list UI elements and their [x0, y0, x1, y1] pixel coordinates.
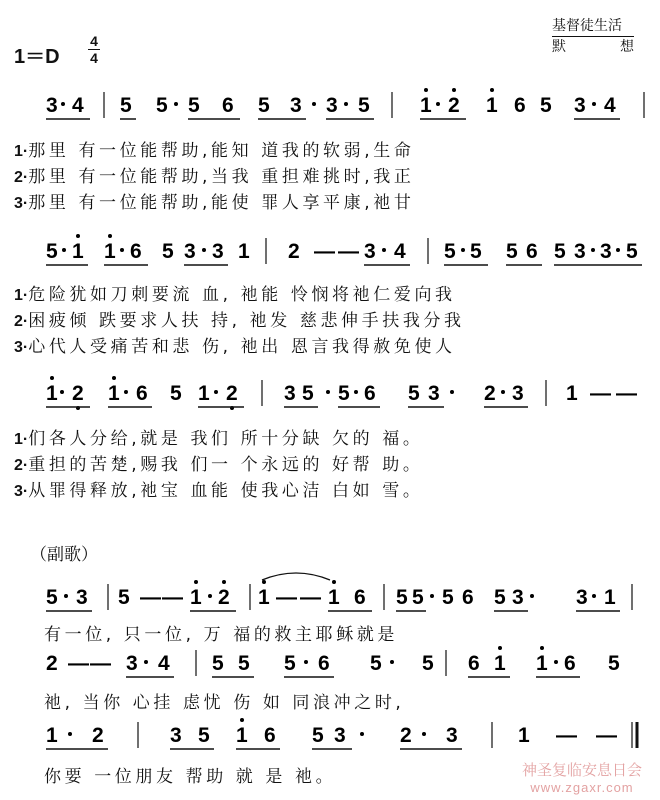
svg-text:1: 1 [328, 586, 340, 609]
svg-text:1: 1 [190, 586, 202, 609]
note: 3 [46, 94, 58, 117]
source-label: 基督徒生活 [552, 16, 634, 37]
svg-text:2: 2 [92, 724, 104, 747]
svg-text:1: 1 [536, 652, 548, 675]
svg-text:5: 5 [46, 240, 58, 263]
svg-text:6: 6 [130, 240, 142, 263]
svg-text:2: 2 [400, 724, 412, 747]
svg-text:5: 5 [238, 652, 250, 675]
svg-text:5: 5 [626, 240, 638, 263]
svg-text:1: 1 [566, 382, 578, 405]
svg-text:1: 1 [236, 724, 248, 747]
svg-text:1: 1 [494, 652, 506, 675]
svg-text:3: 3 [364, 240, 376, 263]
svg-text:5: 5 [408, 382, 420, 405]
lyric-line: 心代人受痛苦和悲 伤, 祂出 恩言我得赦免使人 [28, 337, 456, 357]
svg-text:1: 1 [258, 586, 270, 609]
svg-text:6: 6 [564, 652, 576, 675]
svg-text:5: 5 [162, 240, 174, 263]
svg-text:3: 3 [334, 724, 346, 747]
svg-text:5: 5 [412, 586, 424, 609]
chorus-notation-row-3 [46, 718, 637, 749]
svg-text:1: 1 [46, 724, 58, 747]
svg-text:6: 6 [318, 652, 330, 675]
svg-text:5: 5 [170, 382, 182, 405]
svg-text:2: 2 [288, 240, 300, 263]
svg-text:3: 3 [184, 240, 196, 263]
svg-text:—: — [596, 724, 617, 747]
verse-number: 3· [14, 195, 29, 212]
svg-text:—: — [556, 724, 577, 747]
svg-text:5: 5 [198, 724, 210, 747]
notation-row-1 [46, 88, 644, 119]
svg-text:3: 3 [284, 382, 296, 405]
svg-text:5: 5 [442, 586, 454, 609]
svg-text:1: 1 [198, 382, 210, 405]
svg-text:1: 1 [72, 240, 84, 263]
time-signature-bottom: 4 [90, 50, 98, 66]
svg-text:6: 6 [136, 382, 148, 405]
svg-text:3: 3 [212, 240, 224, 263]
svg-text:2: 2 [46, 652, 58, 675]
svg-text:3: 3 [126, 652, 138, 675]
lyric-line: 那里 有一位能帮助,能知 道我的软弱,生命 [28, 141, 415, 161]
verse-number: 3· [14, 483, 29, 500]
svg-text:3: 3 [574, 240, 586, 263]
svg-text:5: 5 [46, 586, 58, 609]
svg-text:5: 5 [396, 586, 408, 609]
svg-text:6: 6 [468, 652, 480, 675]
svg-text:3: 3 [428, 382, 440, 405]
svg-text:5: 5 [302, 382, 314, 405]
chorus-label: （副歌） [30, 545, 98, 565]
svg-text:6: 6 [364, 382, 376, 405]
svg-text:1: 1 [104, 240, 116, 263]
svg-text:—: — [140, 586, 161, 609]
notation-row-2 [46, 234, 642, 265]
svg-text:—: — [338, 240, 359, 263]
svg-text:2: 2 [484, 382, 496, 405]
svg-text:3: 3 [290, 94, 302, 117]
verse-number: 1· [14, 287, 29, 304]
svg-text:5: 5 [444, 240, 456, 263]
svg-text:3: 3 [170, 724, 182, 747]
verse-block-3 [14, 424, 423, 502]
svg-text:—: — [314, 240, 335, 263]
verse-block-1 [14, 136, 414, 214]
svg-text:5: 5 [338, 382, 350, 405]
svg-text:3: 3 [446, 724, 458, 747]
lyric-line: 困疲倾 跌要求人扶 持, 祂发 慈悲伸手扶我分我 [28, 311, 465, 331]
attribution-label: 默 想 [552, 39, 634, 55]
svg-text:2: 2 [226, 382, 238, 405]
svg-text:—: — [616, 382, 637, 405]
watermark [522, 762, 642, 796]
svg-text:5: 5 [284, 652, 296, 675]
verse-number: 2· [14, 169, 29, 186]
svg-text:5: 5 [370, 652, 382, 675]
svg-text:3: 3 [326, 94, 338, 117]
verse-number: 1· [14, 143, 29, 160]
svg-text:—: — [68, 652, 89, 675]
svg-text:6: 6 [526, 240, 538, 263]
svg-text:2: 2 [448, 94, 460, 117]
verse-number: 2· [14, 313, 29, 330]
svg-text:2: 2 [218, 586, 230, 609]
svg-text:5: 5 [358, 94, 370, 117]
verse-number: 3· [14, 339, 29, 356]
svg-text:1: 1 [604, 586, 616, 609]
svg-text:5: 5 [422, 652, 434, 675]
svg-text:—: — [300, 586, 321, 609]
watermark-line-1: 神圣复临安息日会 [521, 761, 642, 779]
svg-text:4: 4 [394, 240, 406, 263]
svg-text:3: 3 [574, 94, 586, 117]
watermark-line-2: www.zgaxr.com [530, 780, 634, 795]
svg-text:2: 2 [72, 382, 84, 405]
verse-number: 1· [14, 431, 29, 448]
time-signature-top: 4 [90, 33, 98, 49]
svg-text:1: 1 [108, 382, 120, 405]
svg-text:1: 1 [420, 94, 432, 117]
svg-text:5: 5 [312, 724, 324, 747]
lyric-line: 那里 有一位能帮助,能使 罪人享平康,祂甘 [28, 193, 415, 213]
svg-text:5: 5 [494, 586, 506, 609]
chorus-notation-row-1 [46, 573, 632, 611]
svg-text:5: 5 [506, 240, 518, 263]
svg-text:6: 6 [514, 94, 526, 117]
svg-text:6: 6 [222, 94, 234, 117]
svg-text:4: 4 [158, 652, 170, 675]
svg-text:5: 5 [118, 586, 130, 609]
svg-text:6: 6 [354, 586, 366, 609]
chorus-notation-row-2 [46, 646, 620, 677]
svg-text:5: 5 [156, 94, 168, 117]
svg-text:1: 1 [238, 240, 250, 263]
svg-text:1: 1 [46, 382, 58, 405]
svg-text:3: 3 [600, 240, 612, 263]
svg-text:—: — [90, 652, 111, 675]
lyric-line: 危险犹如刀刺要流 血, 祂能 怜悯将祂仁爱向我 [28, 285, 456, 305]
svg-text:5: 5 [608, 652, 620, 675]
lyric-line: 那里 有一位能帮助,当我 重担难挑时,我正 [28, 167, 415, 187]
svg-text:—: — [276, 586, 297, 609]
svg-text:6: 6 [264, 724, 276, 747]
svg-text:—: — [590, 382, 611, 405]
key-signature: 1＝D [14, 46, 60, 68]
svg-text:3: 3 [512, 382, 524, 405]
svg-text:3: 3 [576, 586, 588, 609]
notation-row-3 [46, 376, 637, 410]
lyric-line: 重担的苦楚,赐我 们一 个永远的 好帮 助。 [28, 455, 424, 475]
lyric-line: 从罪得释放,祂宝 血能 使我心洁 白如 雪。 [28, 481, 424, 501]
svg-text:6: 6 [462, 586, 474, 609]
chorus-lyric-line-2: 祂, 当你 心挂 虑忧 伤 如 同浪冲之时, [44, 693, 405, 713]
svg-text:4: 4 [604, 94, 616, 117]
svg-text:5: 5 [188, 94, 200, 117]
chorus-lyric-line-1: 有一位, 只一位, 万 福的救主耶稣就是 [44, 625, 399, 645]
chorus-lyric-line-3: 你要 一位朋友 帮助 就 是 祂。 [44, 767, 337, 787]
lyric-line: 们各人分给,就是 我们 所十分缺 欠的 福。 [28, 429, 424, 449]
svg-text:5: 5 [120, 94, 132, 117]
svg-text:5: 5 [258, 94, 270, 117]
svg-text:5: 5 [540, 94, 552, 117]
svg-text:3: 3 [76, 586, 88, 609]
verse-block-2 [14, 280, 465, 358]
svg-text:1: 1 [486, 94, 498, 117]
svg-text:5: 5 [470, 240, 482, 263]
svg-text:—: — [162, 586, 183, 609]
svg-text:1: 1 [518, 724, 530, 747]
note: 4 [72, 94, 84, 117]
svg-text:5: 5 [554, 240, 566, 263]
svg-text:5: 5 [212, 652, 224, 675]
verse-number: 2· [14, 457, 29, 474]
svg-text:3: 3 [512, 586, 524, 609]
